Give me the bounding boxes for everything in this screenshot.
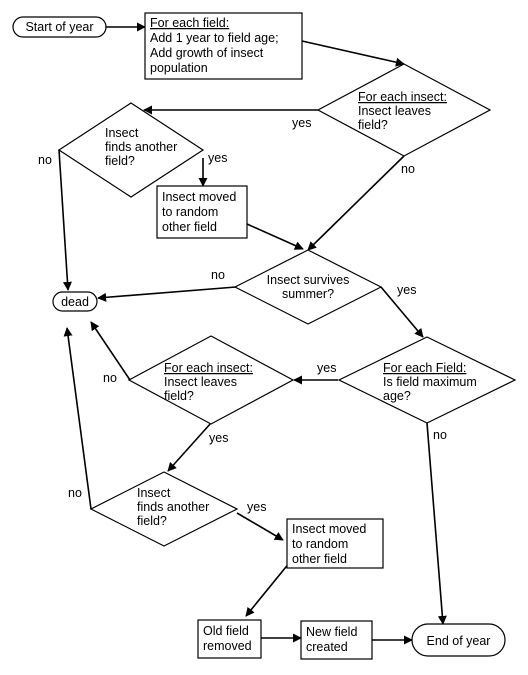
node-field-update-line-3: population [150, 61, 208, 75]
node-finds-another-1 [59, 103, 203, 197]
node-dead-label: dead [61, 295, 89, 309]
node-field-update-line-2: Add growth of insect [150, 46, 264, 60]
node-survives-line-1: Insect survives [266, 273, 350, 287]
node-finds-another-2-line-2: finds another [137, 500, 210, 514]
node-insect-leaves-2-line-2: field? [164, 389, 194, 403]
node-new-created [301, 621, 372, 659]
node-moved-2-line-3: other field [292, 552, 347, 566]
node-moved-1 [157, 186, 247, 238]
node-survives-line-2: summer? [281, 287, 335, 301]
node-field-max-age-line-2: age? [383, 389, 411, 403]
label-leaves1-no: no [401, 162, 415, 176]
node-field-update-heading: For each field: [150, 16, 230, 30]
node-old-removed-line-2: removed [203, 639, 252, 653]
edge-field-max-age-no [427, 423, 443, 624]
node-moved-2-line-2: to random [292, 537, 349, 551]
node-old-removed-line-1: Old field [203, 624, 249, 638]
label-leaves2-yes: yes [209, 431, 229, 445]
edge-survives-no [98, 287, 236, 298]
node-insect-leaves-1-heading: For each insect: [358, 90, 447, 104]
node-new-created-line-1: New field [306, 625, 358, 639]
node-insect-leaves-1-line-1: Insect leaves [358, 104, 431, 118]
node-insect-leaves-2 [129, 336, 293, 424]
node-end-label: End of year [426, 634, 491, 648]
label-leaves1-yes: yes [292, 116, 312, 130]
node-finds-another-2 [91, 472, 237, 546]
edge-insect-leaves-2-yes [168, 423, 211, 471]
node-dead [53, 292, 97, 311]
node-finds-another-1-line-2: finds another [105, 140, 178, 154]
label-finds2-no: no [68, 486, 82, 500]
node-field-max-age-line-1: Is field maximum [383, 375, 477, 389]
label-finds1-no: no [38, 153, 52, 167]
node-insect-leaves-2-line-1: Insect leaves [164, 375, 237, 389]
edge-insect-leaves-1-no [308, 156, 404, 250]
node-insect-leaves-1-line-2: field? [358, 118, 388, 132]
node-field-max-age-heading: For each Field: [383, 361, 467, 375]
edge-finds-another-2-yes [237, 513, 283, 540]
node-old-removed [198, 620, 261, 658]
edge-moved-1-to-survives [247, 224, 303, 249]
edge-finds-another-2-no [67, 328, 91, 509]
node-insect-leaves-1 [318, 64, 490, 156]
edge-field-update-to-insect-leaves-1 [302, 41, 404, 64]
node-end [412, 624, 505, 656]
label-finds1-yes: yes [208, 151, 228, 165]
label-survives-yes: yes [397, 283, 417, 297]
node-field-update [145, 13, 302, 79]
label-maxage-yes: yes [317, 361, 337, 375]
node-moved-1-line-2: to random [162, 205, 219, 219]
edge-finds-another-1-no [59, 150, 68, 290]
label-maxage-no: no [433, 428, 447, 442]
node-finds-another-2-line-3: field? [137, 514, 167, 528]
node-moved-1-line-1: Insect moved [162, 190, 237, 204]
label-survives-no: no [211, 268, 225, 282]
node-field-max-age [339, 337, 515, 423]
node-moved-2 [287, 519, 383, 568]
node-moved-1-line-3: other field [162, 220, 217, 234]
node-moved-2-line-1: Insect moved [292, 522, 367, 536]
node-start-label: Start of year [25, 20, 94, 34]
label-leaves2-no: no [103, 371, 117, 385]
node-survives [235, 250, 381, 324]
node-insect-leaves-2-heading: For each insect: [164, 361, 253, 375]
label-finds2-yes: yes [247, 500, 267, 514]
edge-moved-2-to-old-removed [246, 562, 290, 616]
node-finds-another-2-line-1: Insect [137, 486, 171, 500]
node-field-update-line-1: Add 1 year to field age; [150, 31, 279, 45]
node-new-created-line-2: created [306, 640, 348, 654]
node-finds-another-1-line-1: Insect [105, 126, 139, 140]
node-start [13, 17, 106, 37]
node-finds-another-1-line-3: field? [105, 154, 135, 168]
